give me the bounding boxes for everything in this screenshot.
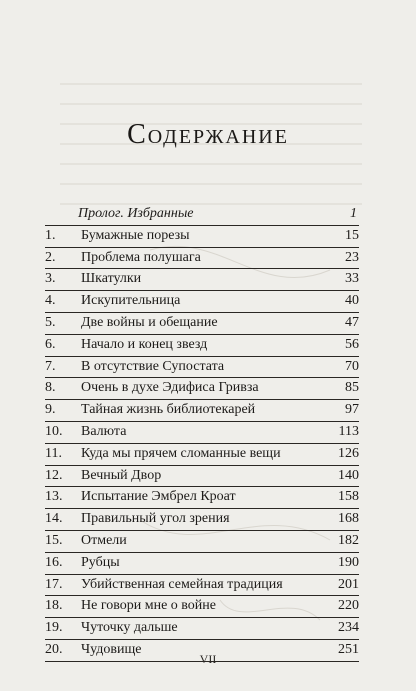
toc-row xyxy=(45,486,359,508)
chapter-page: 168 xyxy=(338,511,359,527)
chapter-number: 12. xyxy=(45,467,63,483)
chapter-title: Начало и конец звезд xyxy=(81,336,208,352)
chapter-number: 16. xyxy=(45,554,63,570)
chapter-number: 1. xyxy=(45,227,56,243)
toc-row xyxy=(45,312,359,334)
toc-row xyxy=(45,530,359,552)
chapter-title: Валюта xyxy=(81,423,127,439)
chapter-page: 56 xyxy=(345,336,359,352)
chapter-title: Не говори мне о войне xyxy=(81,598,217,614)
chapter-page: 23 xyxy=(345,249,359,265)
toc-row xyxy=(45,465,359,487)
chapter-number: 6. xyxy=(45,336,56,352)
chapter-number: 18. xyxy=(45,598,63,614)
chapter-page: 33 xyxy=(345,271,359,287)
chapter-page: 70 xyxy=(345,358,359,374)
chapter-title: Чуточку дальше xyxy=(81,620,178,636)
chapter-title: Куда мы прячем сломанные вещи xyxy=(81,445,281,461)
toc-row xyxy=(45,421,359,443)
chapter-number: 15. xyxy=(45,532,63,548)
toc-row xyxy=(45,356,359,378)
chapter-number: 7. xyxy=(45,358,56,374)
chapter-title: Две войны и обещание xyxy=(81,314,218,330)
chapter-page: 190 xyxy=(338,554,359,570)
prologue-page: 1 xyxy=(350,206,357,221)
chapter-title: Правильный угол зрения xyxy=(81,511,230,527)
chapter-page: 234 xyxy=(338,620,359,636)
chapter-page: 251 xyxy=(338,641,359,657)
toc-row xyxy=(45,377,359,399)
toc-row xyxy=(45,443,359,465)
chapter-page: 126 xyxy=(338,445,359,461)
chapter-number: 3. xyxy=(45,271,56,287)
chapter-title: Убийственная семейная традиция xyxy=(81,576,283,592)
chapter-title: Чудовище xyxy=(81,641,142,657)
toc-row xyxy=(45,595,359,617)
chapter-title: Отмели xyxy=(81,532,127,548)
chapter-number: 20. xyxy=(45,641,63,657)
toc-row xyxy=(45,225,359,247)
chapter-number: 9. xyxy=(45,402,56,418)
chapter-title: Проблема полушага xyxy=(81,249,201,265)
chapter-title: Искупительница xyxy=(81,293,181,309)
prologue-title: Пролог. Избранные xyxy=(78,206,194,221)
chapter-page: 113 xyxy=(338,423,359,439)
toc-row xyxy=(45,399,359,421)
toc-row xyxy=(45,552,359,574)
chapter-number: 19. xyxy=(45,620,63,636)
chapter-number: 13. xyxy=(45,489,63,505)
chapter-page: 158 xyxy=(338,489,359,505)
toc-row xyxy=(45,508,359,530)
chapter-page: 15 xyxy=(345,227,359,243)
chapter-title: Рубцы xyxy=(81,554,120,570)
toc-row xyxy=(45,268,359,290)
page-number: VII xyxy=(199,652,217,666)
chapter-title: Бумажные порезы xyxy=(81,227,190,243)
chapter-number: 14. xyxy=(45,511,63,527)
chapter-number: 10. xyxy=(45,423,63,439)
chapter-page: 140 xyxy=(338,467,359,483)
chapter-page: 182 xyxy=(338,532,359,548)
chapter-title: Шкатулки xyxy=(81,271,142,287)
chapter-title: Очень в духе Эдифиса Гривза xyxy=(81,380,259,396)
chapter-number: 11. xyxy=(45,445,62,461)
toc-row xyxy=(45,334,359,356)
chapter-title: В отсутствие Супостата xyxy=(81,358,225,374)
chapter-page: 97 xyxy=(345,402,359,418)
page-title: Содержание xyxy=(127,119,289,150)
toc-row xyxy=(45,617,359,639)
chapter-number: 5. xyxy=(45,314,56,330)
chapter-page: 47 xyxy=(345,314,359,330)
chapter-title: Вечный Двор xyxy=(81,467,162,483)
chapter-title: Тайная жизнь библиотекарей xyxy=(81,402,256,418)
prologue-entry xyxy=(45,204,359,225)
chapter-number: 8. xyxy=(45,380,56,396)
toc-row xyxy=(45,247,359,269)
chapter-number: 2. xyxy=(45,249,56,265)
chapter-page: 85 xyxy=(345,380,359,396)
toc-row xyxy=(45,290,359,312)
toc-row xyxy=(45,574,359,596)
chapter-page: 40 xyxy=(345,293,359,309)
chapter-page: 201 xyxy=(338,576,359,592)
chapter-title: Испытание Эмбрел Кроат xyxy=(81,489,236,505)
table-of-contents xyxy=(45,204,359,662)
chapter-number: 17. xyxy=(45,576,63,592)
chapter-number: 4. xyxy=(45,293,56,309)
chapter-page: 220 xyxy=(338,598,359,614)
